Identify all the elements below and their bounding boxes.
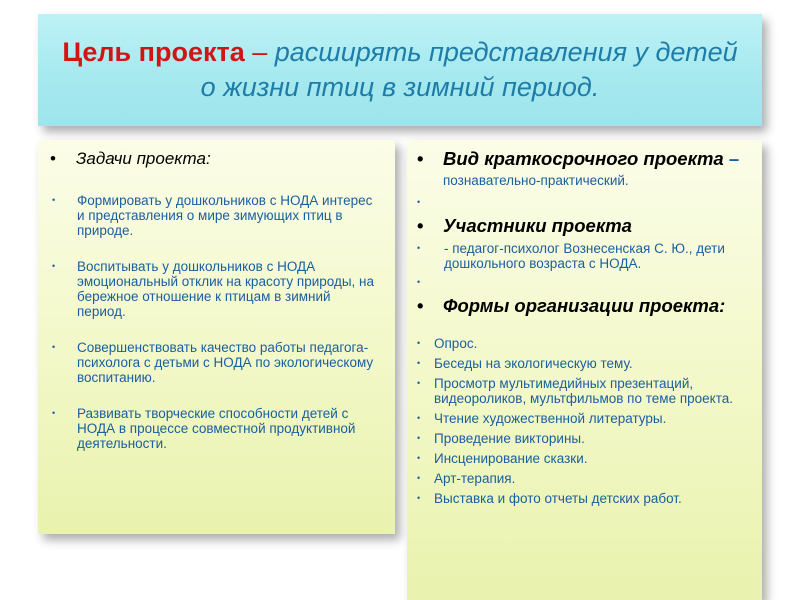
bullet: • xyxy=(417,473,421,483)
form-text: Беседы на экологическую тему. xyxy=(434,356,633,371)
form-item xyxy=(417,451,752,466)
form-item xyxy=(417,411,752,426)
task-text: Воспитывать у дошкольников с НОДА эмоциональный отклик на красоту природы, на бережное отношение к птицам в зимний период. xyxy=(77,259,375,319)
bullet: • xyxy=(417,148,424,169)
form-item xyxy=(417,491,752,506)
bullet: • xyxy=(52,195,56,205)
participants-value: - педагог-психолог Вознесенская С. Ю., дети дошкольного возраста с НОДА. xyxy=(444,241,725,271)
task-text: Формировать у дошкольников с НОДА интерес и представления о мире зимующих птиц в природе. xyxy=(77,193,373,238)
title-goal-text: расширять представления у детей о жизни птиц в зимний период. xyxy=(200,37,738,102)
bullet: • xyxy=(417,413,421,423)
bullet: • xyxy=(52,261,56,271)
form-text: Опрос. xyxy=(434,336,478,351)
form-text: Арт-терапия. xyxy=(434,471,516,486)
project-type-label: Вид краткосрочного проекта xyxy=(443,148,724,169)
title-lead: Цель проекта xyxy=(62,37,245,67)
bullet: • xyxy=(417,433,421,443)
project-type-dash: – xyxy=(723,148,740,169)
task-text: Совершенствовать качество работы педагога-психолога с детьми с НОДА по экологическому воспитанию. xyxy=(77,340,374,385)
bullet: • xyxy=(52,342,56,352)
bullet: • xyxy=(52,408,56,418)
tasks-heading-label: Задачи проекта: xyxy=(76,149,211,168)
task-item xyxy=(50,193,383,238)
bullet: • xyxy=(417,378,421,388)
bullet: • xyxy=(417,453,421,463)
task-item xyxy=(50,259,383,319)
forms-list xyxy=(417,336,752,506)
tasks-heading xyxy=(50,149,383,169)
forms-label: Формы организации проекта: xyxy=(443,295,726,316)
bullet: • xyxy=(417,197,421,207)
bullet: • xyxy=(417,277,421,287)
empty-line xyxy=(417,275,752,290)
bullet: • xyxy=(417,358,421,368)
form-item xyxy=(417,471,752,486)
tasks-panel xyxy=(38,140,395,534)
project-type-heading xyxy=(417,149,752,191)
form-item xyxy=(417,336,752,351)
bullet: • xyxy=(417,215,424,236)
bullet: • xyxy=(417,493,421,503)
task-item xyxy=(50,340,383,385)
bullet: • xyxy=(50,149,56,168)
bullet: • xyxy=(417,243,421,253)
project-info-panel xyxy=(407,140,762,600)
form-item xyxy=(417,356,752,371)
bullet: • xyxy=(417,338,421,348)
task-item xyxy=(50,406,383,451)
forms-heading xyxy=(417,296,752,316)
form-text: Просмотр мультимедийных презентаций, видеороликов, мультфильмов по теме проекта. xyxy=(434,376,734,406)
participants-line xyxy=(417,241,752,271)
project-type-value: познавательно-практический. xyxy=(443,173,629,188)
project-goal-title xyxy=(58,35,742,105)
title-dash: – xyxy=(244,37,275,67)
form-text: Выставка и фото отчеты детских работ. xyxy=(434,491,682,506)
task-text: Развивать творческие способности детей с НОДА в процессе совместной продуктивной деятельности. xyxy=(77,406,356,451)
title-banner xyxy=(38,14,762,126)
form-item xyxy=(417,431,752,446)
form-text: Чтение художественной литературы. xyxy=(434,411,667,426)
participants-heading xyxy=(417,216,752,236)
participants-label: Участники проекта xyxy=(443,215,632,236)
form-item xyxy=(417,376,752,406)
form-text: Проведение викторины. xyxy=(434,431,585,446)
form-text: Инсценирование сказки. xyxy=(434,451,588,466)
empty-line xyxy=(417,195,752,210)
bullet: • xyxy=(417,295,424,316)
